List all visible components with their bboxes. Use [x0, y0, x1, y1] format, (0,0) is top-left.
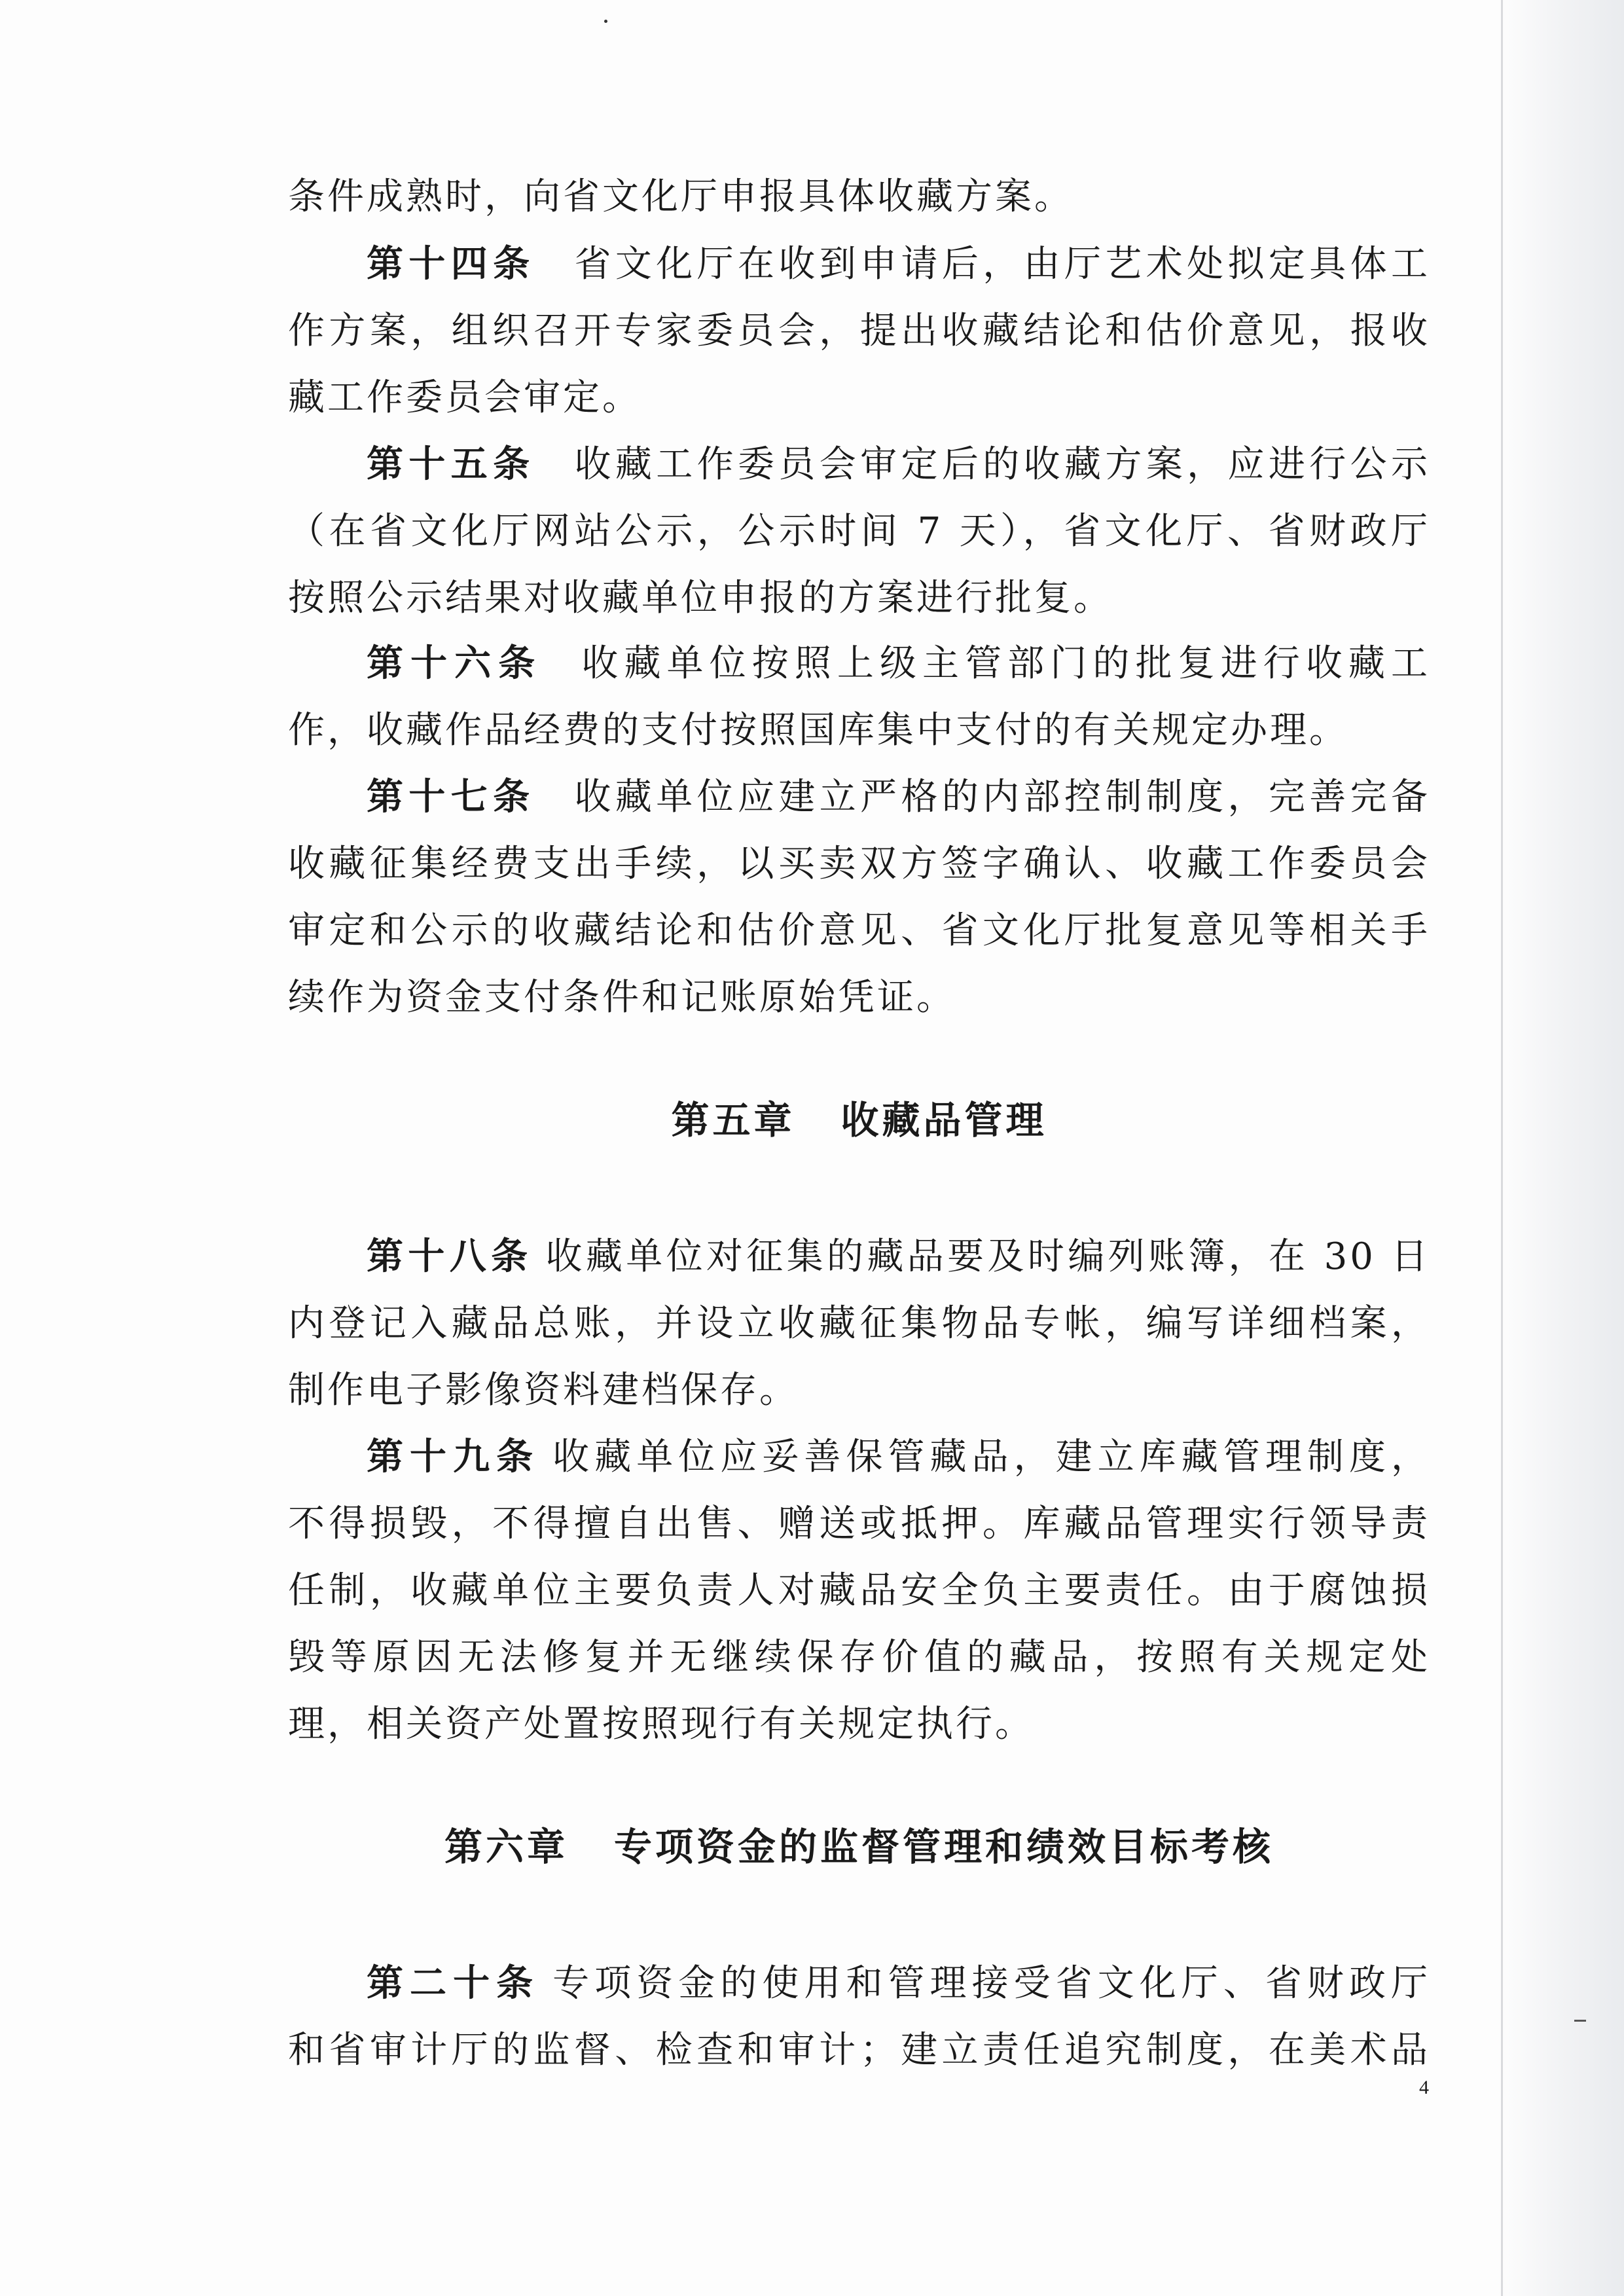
text-line: 内登记入藏品总账，并设立收藏征集物品专帐，编写详细档案， — [288, 1302, 1430, 1345]
article-number: 第二十条 — [367, 1961, 540, 2005]
text-line: 制作电子影像资料建档保存。 — [288, 1369, 799, 1412]
scan-mark — [1574, 2020, 1586, 2022]
text-line: 收藏单位按照上级主管部门的批复进行收藏工 — [581, 642, 1431, 685]
text-line: 续作为资金支付条件和记账原始凭证。 — [288, 976, 956, 1019]
text-line: 省文化厅在收到申请后，由厅艺术处拟定具体工 — [574, 243, 1430, 285]
text-line: 收藏工作委员会审定后的收藏方案，应进行公示 — [574, 443, 1430, 486]
text-line: 收藏单位应妥善保管藏品，建立库藏管理制度， — [552, 1436, 1431, 1478]
text-line: 审定和公示的收藏结论和估价意见、省文化厅批复意见等相关手 — [288, 909, 1430, 952]
article-number: 第十四条 — [367, 242, 535, 285]
article-16 — [288, 630, 1430, 764]
article-number: 第十七条 — [367, 775, 535, 818]
paragraph-continuation — [288, 164, 1430, 230]
chapter-title: 专项资金的监督管理和绩效目标考核 — [614, 1825, 1274, 1869]
text-line: 理，相关资产处置按照现行有关规定执行。 — [288, 1703, 1034, 1745]
article-17 — [288, 763, 1430, 1031]
article-14 — [288, 230, 1430, 431]
text-line: 按照公示结果对收藏单位申报的方案进行批复。 — [288, 577, 1113, 619]
page-number: 4 — [1419, 2077, 1429, 2098]
page-edge-shadow — [1500, 0, 1624, 2296]
text-line: 藏工作委员会审定。 — [288, 376, 641, 419]
article-15 — [288, 431, 1430, 632]
text-line: 收藏征集经费支出手续，以买卖双方签字确认、收藏工作委员会 — [288, 843, 1430, 885]
text-line: 毁等原因无法修复并无继续保存价值的藏品，按照有关规定处 — [288, 1636, 1430, 1679]
article-19 — [288, 1423, 1430, 1758]
text-line: 任制，收藏单位主要负责人对藏品安全负主要责任。由于腐蚀损 — [288, 1569, 1430, 1612]
article-number: 第十八条 — [367, 1235, 533, 1278]
article-number: 第十五条 — [367, 443, 535, 486]
text-line: 作方案，组织召开专家委员会，提出收藏结论和估价意见，报收 — [288, 310, 1430, 352]
page-edge-line — [1501, 0, 1503, 2296]
text-line: 条件成熟时，向省文化厅申报具体收藏方案。 — [288, 175, 1074, 218]
chapter-5-heading — [288, 1087, 1430, 1154]
chapter-number: 第六章 — [444, 1825, 568, 1869]
article-20 — [288, 1950, 1430, 2084]
text-line: 收藏单位应建立严格的内部控制制度，完善完备 — [574, 776, 1430, 818]
article-18 — [288, 1223, 1430, 1424]
text-line: 和省审计厅的监督、检查和审计；建立责任追究制度，在美术品 — [288, 2029, 1430, 2071]
text-line: 专项资金的使用和管理接受省文化厅、省财政厅 — [552, 1962, 1431, 2005]
chapter-title: 收藏品管理 — [840, 1098, 1047, 1142]
article-number: 第十九条 — [367, 1435, 540, 1478]
article-number: 第十六条 — [367, 642, 543, 685]
text-line: （在省文化厅网站公示，公示时间 7 天），省文化厅、省财政厅 — [288, 510, 1430, 553]
text-line: 不得损毁，不得擅自出售、赠送或抵押。库藏品管理实行领导责 — [288, 1503, 1430, 1545]
chapter-6-heading — [288, 1813, 1430, 1880]
text-line: 收藏单位对征集的藏品要及时编列账簿，在 30 日 — [545, 1235, 1431, 1278]
text-line: 作，收藏作品经费的支付按照国库集中支付的有关规定办理。 — [288, 709, 1348, 752]
scan-speck — [604, 20, 607, 23]
chapter-number: 第五章 — [671, 1098, 795, 1142]
